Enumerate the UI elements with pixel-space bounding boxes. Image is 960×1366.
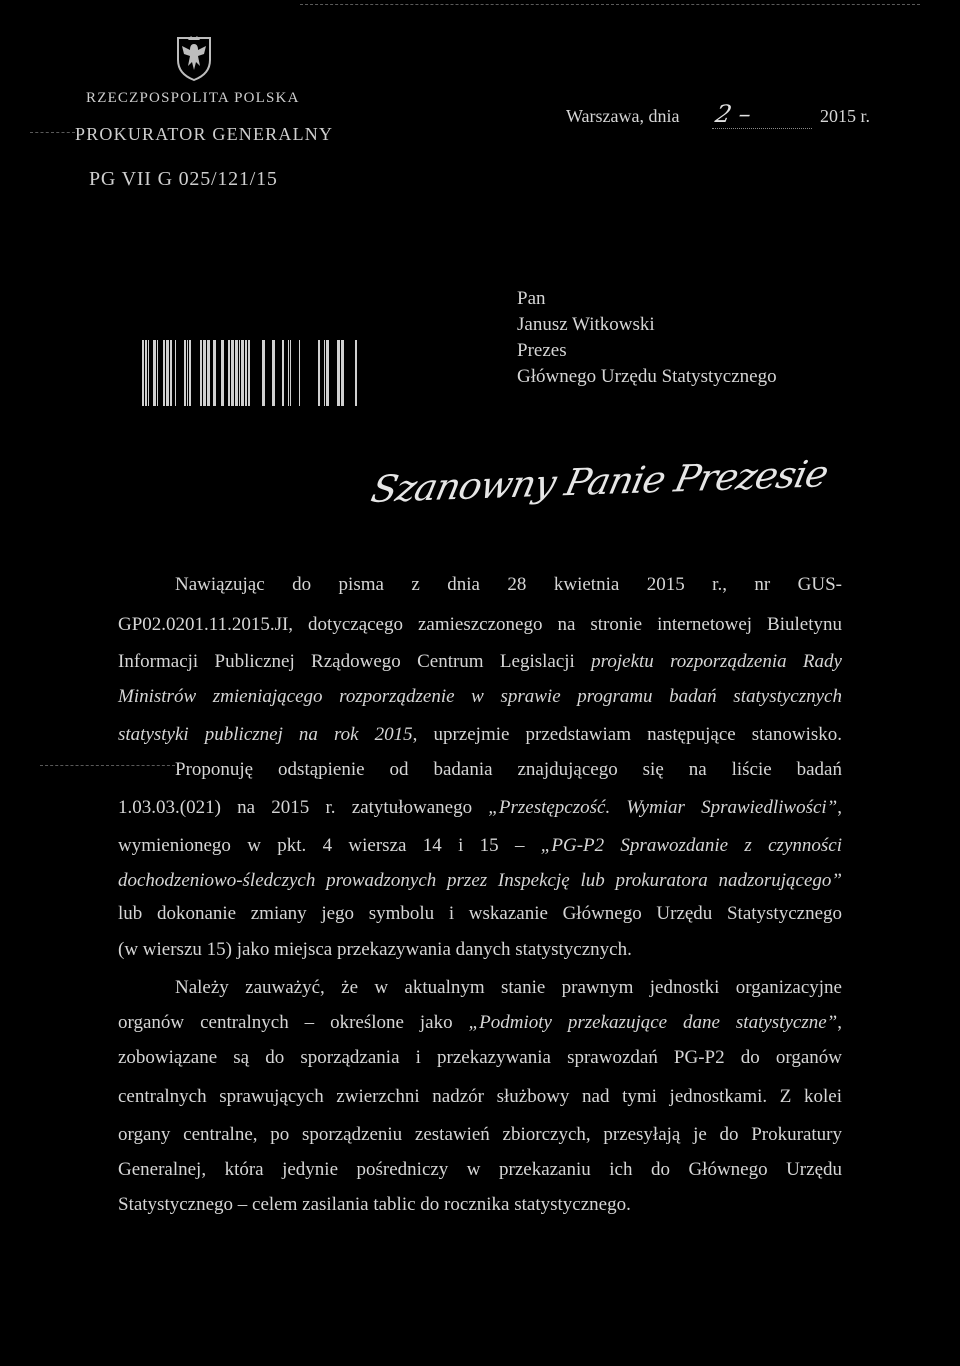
- office-name: PROKURATOR GENERALNY: [75, 124, 334, 144]
- text-segment: (w wierszu 15) jako miejsca przekazywania danych statystycznych.: [118, 939, 632, 960]
- text-line: [118, 613, 842, 637]
- text-segment-italic: statystyki publicznej na rok 2015: [118, 724, 413, 745]
- text-line: [175, 758, 842, 782]
- text-line: [118, 938, 842, 962]
- handwritten-salutation: Szanowny Panie Prezesie: [367, 452, 832, 511]
- text-segment-italic: Ministrów zmieniającego rozporządzenie w sprawie programu badań statystycznych: [118, 686, 842, 707]
- text-line: [175, 573, 842, 597]
- text-segment: Statystycznego – celem zasilania tablic do rocznika statystycznego.: [118, 1194, 631, 1215]
- text-segment: lub dokonanie zmiany jego symbolu i wskazanie Głównego Urzędu Statystycznego: [118, 903, 842, 924]
- polish-eagle-emblem-icon: [172, 30, 216, 82]
- text-segment: 1.03.03.(021) na 2015 r. zatytułowanego: [118, 797, 489, 818]
- text-line: [118, 834, 842, 858]
- text-segment: organy centralne, po sporządzeniu zestawień zbiorczych, przesyłają je do Prokuratury: [118, 1124, 842, 1145]
- text-segment-italic: dochodzeniowo-śledczych prowadzonych przez Inspekcję lub prokuratora nadzorującego”: [118, 870, 842, 891]
- recipient-name: Janusz Witkowski: [517, 314, 655, 335]
- text-segment: ,: [837, 797, 842, 818]
- text-line: [118, 1193, 842, 1217]
- text-segment: zobowiązane są do sporządzania i przekazywania sprawozdań PG-P2 do organów: [118, 1047, 842, 1068]
- text-segment: centralnych sprawujących zwierzchni nadzór służbowy nad tymi jednostkami. Z kolei: [118, 1086, 842, 1107]
- scan-artifact-line: [300, 4, 920, 5]
- barcode-icon: [140, 340, 366, 412]
- text-segment: ,: [837, 1012, 842, 1033]
- country-name: RZECZPOSPOLITA POLSKA: [86, 90, 300, 106]
- date-year: 2015 r.: [820, 106, 871, 126]
- text-line: [118, 796, 842, 820]
- scan-artifact-line: [40, 765, 175, 766]
- date-dotted-line: [712, 128, 812, 129]
- text-segment: Proponuję odstąpienie od badania znajdującego się na liście badań: [175, 759, 842, 780]
- text-segment-italic: projektu rozporządzenia Rady: [591, 651, 842, 672]
- recipient-institution: Głównego Urzędu Statystycznego: [517, 366, 777, 387]
- handwritten-date: 2 –: [713, 100, 754, 128]
- recipient-title: Pan: [517, 288, 546, 309]
- date-place: Warszawa, dnia: [566, 106, 680, 126]
- text-line: [175, 976, 842, 1000]
- text-line: [118, 1123, 842, 1147]
- text-line: [118, 902, 842, 926]
- text-segment: wymienionego w pkt. 4 wiersza 14 i 15 –: [118, 835, 541, 856]
- text-line: [118, 723, 842, 747]
- text-segment: , uprzejmie przedstawiam następujące stanowisko.: [412, 724, 843, 745]
- text-segment-italic: „Przestępczość. Wymiar Sprawiedliwości”: [488, 797, 838, 818]
- text-line: [118, 1011, 842, 1035]
- text-segment: organów centralnych – określone jako: [118, 1012, 469, 1033]
- text-line: [118, 1158, 842, 1182]
- scan-artifact-line: [30, 132, 75, 133]
- reference-number: PG VII G 025/121/15: [89, 168, 278, 190]
- text-segment-italic: „Podmioty przekazujące dane statystyczne”: [468, 1012, 838, 1033]
- text-segment: GP02.0201.11.2015.JI, dotyczącego zamieszczonego na stronie internetowej Biuletynu: [118, 614, 842, 635]
- text-line: [118, 685, 842, 709]
- text-segment: Informacji Publicznej Rządowego Centrum Legislacji: [118, 651, 592, 672]
- text-line: [118, 869, 842, 893]
- text-line: [118, 1085, 842, 1109]
- text-segment: Należy zauważyć, że w aktualnym stanie prawnym jednostki organizacyjne: [175, 977, 842, 998]
- recipient-position: Prezes: [517, 340, 567, 361]
- text-segment: Generalnej, która jedynie pośredniczy w przekazaniu ich do Głównego Urzędu: [118, 1159, 842, 1180]
- text-line: [118, 1046, 842, 1070]
- text-segment: Nawiązując do pisma z dnia 28 kwietnia 2015 r., nr GUS-: [175, 574, 842, 595]
- text-segment-italic: „PG-P2 Sprawozdanie z czynności: [540, 835, 842, 856]
- text-line: [118, 650, 842, 674]
